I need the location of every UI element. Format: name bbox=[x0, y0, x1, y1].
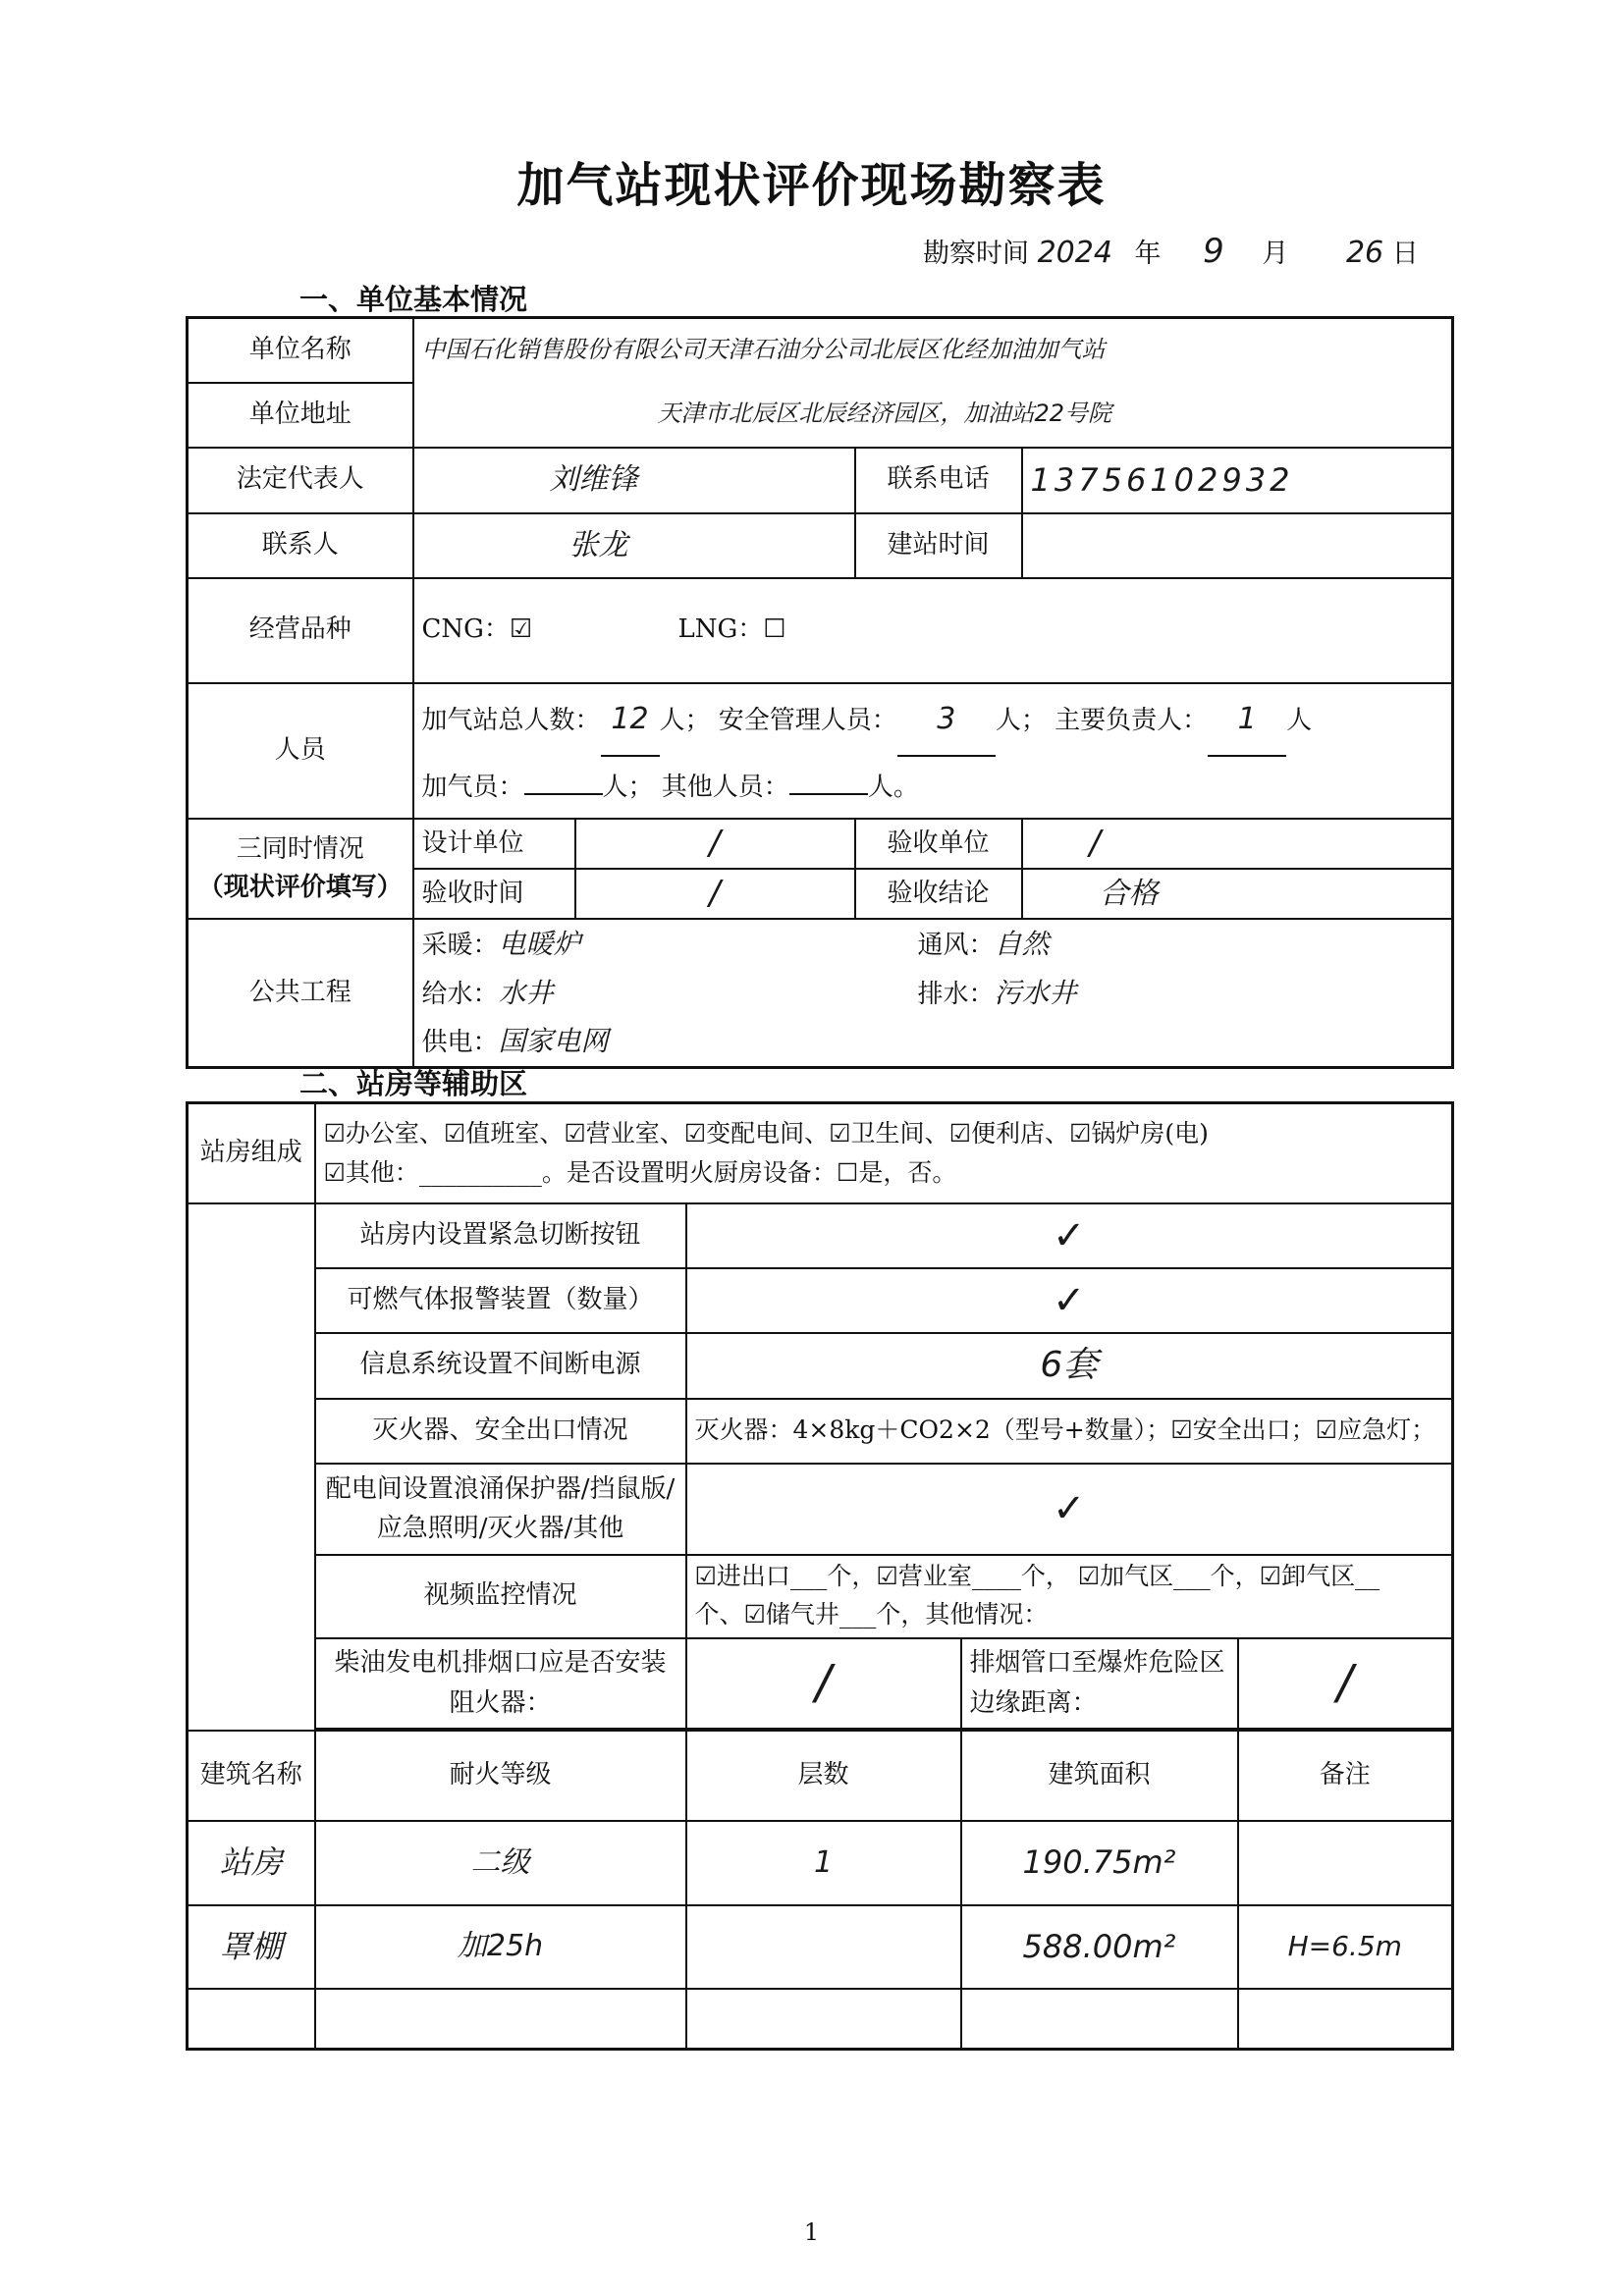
design-unit-label: 设计单位 bbox=[413, 819, 575, 869]
build-time-label: 建站时间 bbox=[855, 513, 1022, 578]
water-supply-value: 水井 bbox=[498, 976, 554, 1009]
cng-checkbox[interactable]: ☑ bbox=[509, 614, 533, 645]
other-staff-value bbox=[789, 793, 868, 795]
principal-unit: 人 bbox=[1286, 705, 1313, 735]
contact-value: 张龙 bbox=[568, 527, 628, 562]
safety-mgr-label: 安全管理人员： bbox=[718, 705, 897, 735]
accept-unit-label: 验收单位 bbox=[855, 819, 1022, 869]
row-gas-alarm-value: ✓ bbox=[1053, 1277, 1086, 1323]
row-distribution-value: ✓ bbox=[1053, 1486, 1086, 1531]
survey-year: 2024 bbox=[1037, 236, 1112, 270]
lng-checkbox[interactable]: ☐ bbox=[763, 614, 786, 645]
lng-label: LNG： bbox=[677, 614, 764, 645]
survey-date bbox=[923, 232, 1419, 271]
principal-label: 主要负责人： bbox=[1055, 705, 1209, 735]
ventilation-label: 通风： bbox=[917, 931, 995, 961]
public-label: 公共工程 bbox=[188, 919, 413, 1067]
drainage-label: 排水： bbox=[917, 979, 995, 1009]
principal-value: 1 bbox=[1208, 684, 1286, 757]
accept-result-value: 合格 bbox=[1099, 877, 1159, 912]
video-line2: 个、☑储气井___个，其他情况： bbox=[694, 1600, 1049, 1629]
area-header: 建筑面积 bbox=[961, 1731, 1238, 1821]
legal-rep-value: 刘维锋 bbox=[549, 462, 638, 498]
heating-value: 电暖炉 bbox=[498, 928, 581, 961]
year-unit: 年 bbox=[1134, 239, 1162, 269]
unit-info-table bbox=[186, 316, 1454, 1069]
row-extinguisher-label: 灭火器、安全出口情况 bbox=[315, 1399, 686, 1464]
business-label: 经营品种 bbox=[188, 578, 413, 683]
unit-address-label: 单位地址 bbox=[188, 383, 413, 448]
water-supply-label: 给水： bbox=[421, 979, 499, 1009]
fueler-label: 加气员： bbox=[421, 772, 524, 802]
other-staff-label: 其他人员： bbox=[661, 772, 789, 802]
month-unit: 月 bbox=[1262, 239, 1289, 269]
building-area: 588.00m² bbox=[1022, 1927, 1176, 1965]
safety-mgr-value: 3 bbox=[897, 684, 996, 757]
drainage-value: 污水井 bbox=[994, 976, 1077, 1009]
accept-unit-value: / bbox=[1089, 823, 1101, 863]
section1-heading: 一、单位基本情况 bbox=[299, 283, 528, 316]
fueler-value bbox=[524, 793, 603, 795]
three-sim-sub: （现状评价填写） bbox=[197, 873, 403, 903]
row-ups-value: 6套 bbox=[1040, 1344, 1099, 1385]
note-header: 备注 bbox=[1238, 1731, 1453, 1821]
station-house-table bbox=[186, 1101, 1454, 2051]
survey-month: 9 bbox=[1203, 232, 1224, 271]
unit-name-label: 单位名称 bbox=[188, 318, 413, 383]
table-row bbox=[188, 1905, 1453, 1989]
row-extinguisher-value: 灭火器：4×8kg＋CO2×2（型号+数量）；☑安全出口；☑应急灯； bbox=[694, 1415, 1436, 1445]
table-row bbox=[188, 1821, 1453, 1905]
legal-rep-label: 法定代表人 bbox=[188, 448, 413, 513]
section2-heading: 二、站房等辅助区 bbox=[299, 1067, 528, 1100]
page-number: 1 bbox=[803, 2218, 820, 2246]
composition-label: 站房组成 bbox=[199, 1137, 302, 1167]
video-line1: ☑进出口___个，☑营业室____个， ☑加气区___个，☑卸气区__ bbox=[694, 1562, 1380, 1591]
fire-rating-header: 耐火等级 bbox=[315, 1731, 686, 1821]
row-distribution-label: 配电间设置浪涌保护器/挡鼠版/应急照明/灭火器/其他 bbox=[325, 1473, 676, 1543]
row-emergency-button-value: ✓ bbox=[1053, 1212, 1086, 1258]
survey-day: 26 bbox=[1345, 236, 1384, 270]
building-name-header: 建筑名称 bbox=[199, 1760, 302, 1790]
three-sim-label: 三同时情况 bbox=[236, 834, 364, 865]
other-staff-unit: 人。 bbox=[867, 772, 919, 802]
power-label: 供电： bbox=[421, 1028, 499, 1058]
building-fire-rating: 加25h bbox=[457, 1929, 544, 1964]
safety-mgr-unit: 人； bbox=[995, 705, 1047, 735]
video-label: 视频监控情况 bbox=[315, 1555, 686, 1638]
unit-name-value: 中国石化销售股份有限公司天津石油分公司北辰区化经加油加气站 bbox=[421, 336, 1106, 364]
staff-total-value: 12 bbox=[601, 684, 660, 757]
floors-header: 层数 bbox=[686, 1731, 961, 1821]
diesel-value: / bbox=[815, 1654, 832, 1710]
staff-total-unit: 人； bbox=[659, 705, 711, 735]
smoke-distance-label: 排烟管口至爆炸危险区边缘距离： bbox=[969, 1648, 1225, 1718]
building-name: 罩棚 bbox=[219, 1927, 283, 1965]
composition-line2: ☑其他：__________。是否设置明火厨房设备：☐是，否。 bbox=[323, 1157, 957, 1187]
design-unit-value: / bbox=[709, 823, 721, 863]
building-name: 站房 bbox=[219, 1843, 283, 1882]
row-gas-alarm-label: 可燃气体报警装置（数量） bbox=[315, 1268, 686, 1333]
cng-label: CNG： bbox=[421, 614, 510, 645]
day-unit: 日 bbox=[1391, 239, 1419, 269]
row-emergency-button-label: 站房内设置紧急切断按钮 bbox=[315, 1203, 686, 1268]
phone-value: 13756102932 bbox=[1030, 460, 1294, 499]
accept-result-label: 验收结论 bbox=[855, 869, 1022, 919]
accept-time-value: / bbox=[709, 874, 721, 914]
accept-time-label: 验收时间 bbox=[413, 869, 575, 919]
unit-address-value: 天津市北辰区北辰经济园区，加油站22号院 bbox=[657, 400, 1112, 428]
building-note: H=6.5m bbox=[1287, 1929, 1402, 1962]
ventilation-value: 自然 bbox=[994, 928, 1050, 961]
survey-date-label: 勘察时间 bbox=[923, 239, 1029, 269]
row-ups-label: 信息系统设置不间断电源 bbox=[315, 1333, 686, 1399]
page-title: 加气站现状评价现场勘察表 bbox=[516, 158, 1107, 213]
staff-total-label: 加气站总人数： bbox=[421, 705, 601, 735]
composition-line1: ☑办公室、☑值班室、☑营业室、☑变配电间、☑卫生间、☑便利店、☑锅炉房(电) bbox=[323, 1118, 1209, 1148]
phone-label: 联系电话 bbox=[855, 448, 1022, 513]
fueler-unit: 人； bbox=[602, 772, 654, 802]
contact-label: 联系人 bbox=[188, 513, 413, 578]
staff-label: 人员 bbox=[188, 683, 413, 819]
build-time-value bbox=[1022, 513, 1453, 578]
building-fire-rating: 二级 bbox=[470, 1844, 530, 1880]
power-value: 国家电网 bbox=[498, 1025, 609, 1058]
smoke-distance-value: / bbox=[1336, 1654, 1353, 1710]
heating-label: 采暖： bbox=[421, 931, 499, 961]
building-floors: 1 bbox=[813, 1844, 834, 1880]
building-area: 190.75m² bbox=[1022, 1843, 1176, 1882]
diesel-label: 柴油发电机排烟口应是否安装阻火器： bbox=[334, 1648, 667, 1718]
